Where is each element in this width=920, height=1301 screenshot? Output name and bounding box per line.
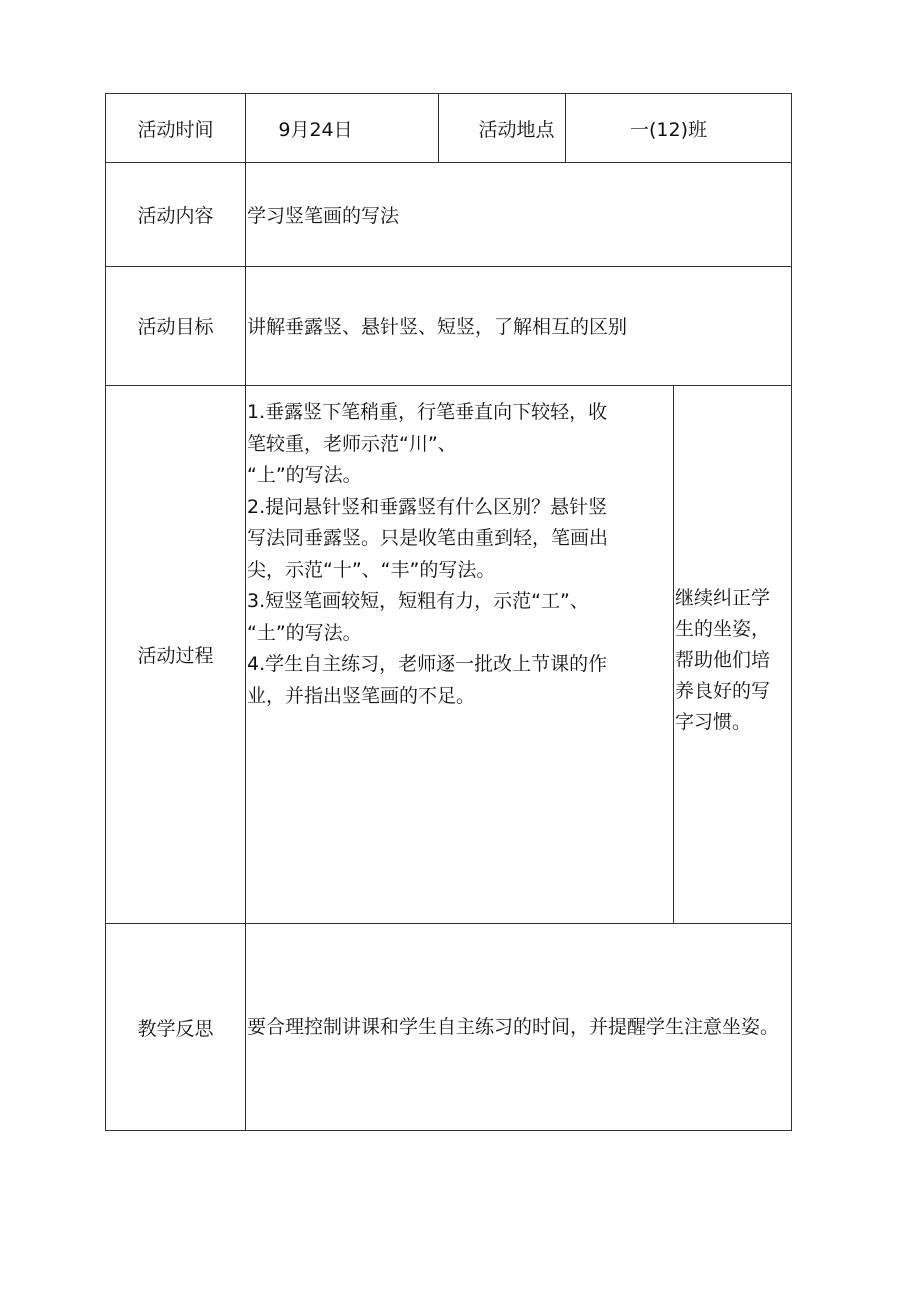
- place-value: 一(12)班: [629, 118, 707, 141]
- process-line: 3.短竖笔画较短，短粗有力，示范“工”、: [247, 590, 589, 612]
- goal-value: 讲解垂露竖、悬针竖、短竖，了解相互的区别: [247, 316, 628, 338]
- process-label: 活动过程: [137, 644, 214, 667]
- process-line: “上”的写法。: [247, 464, 362, 486]
- process-line: 2.提问悬针竖和垂露竖有什么区别？悬针竖: [247, 495, 608, 518]
- content-label: 活动内容: [137, 204, 214, 227]
- process-steps: [245, 385, 673, 923]
- time-label: 活动时间: [137, 118, 214, 141]
- process-note: 继续纠正学生的坐姿，帮助他们培养良好的写字习惯。: [675, 587, 771, 733]
- activity-record-table: [105, 93, 792, 1131]
- column-divider: [673, 385, 674, 923]
- row-divider: [106, 266, 792, 267]
- process-line: 尖，示范“十”、“丰”的写法。: [247, 558, 496, 581]
- content-value: 学习竖笔画的写法: [247, 204, 400, 227]
- process-line: “土”的写法。: [247, 621, 362, 644]
- row-divider: [106, 162, 792, 163]
- row-divider: [106, 385, 792, 386]
- time-value: 9月24日: [278, 118, 353, 141]
- process-line: 1.垂露竖下笔稍重，行笔垂直向下较轻，收: [247, 401, 608, 423]
- process-line: 笔较重，老师示范“川”、: [247, 432, 457, 455]
- process-line: 业，并指出竖笔画的不足。: [247, 684, 476, 707]
- column-divider: [438, 94, 439, 162]
- place-label: 活动地点: [478, 118, 555, 141]
- row-divider: [106, 923, 792, 924]
- process-line: 4.学生自主练习，老师逐一批改上节课的作: [247, 653, 608, 675]
- goal-label: 活动目标: [137, 316, 214, 338]
- reflection-label: 教学反思: [137, 1017, 214, 1040]
- reflection-value: 要合理控制讲课和学生自主练习的时间，并提醒学生注意坐姿。: [247, 1016, 780, 1038]
- process-line: 写法同垂露竖。只是收笔由重到轻，笔画出: [247, 527, 609, 549]
- column-divider: [245, 94, 246, 1131]
- column-divider: [565, 94, 566, 162]
